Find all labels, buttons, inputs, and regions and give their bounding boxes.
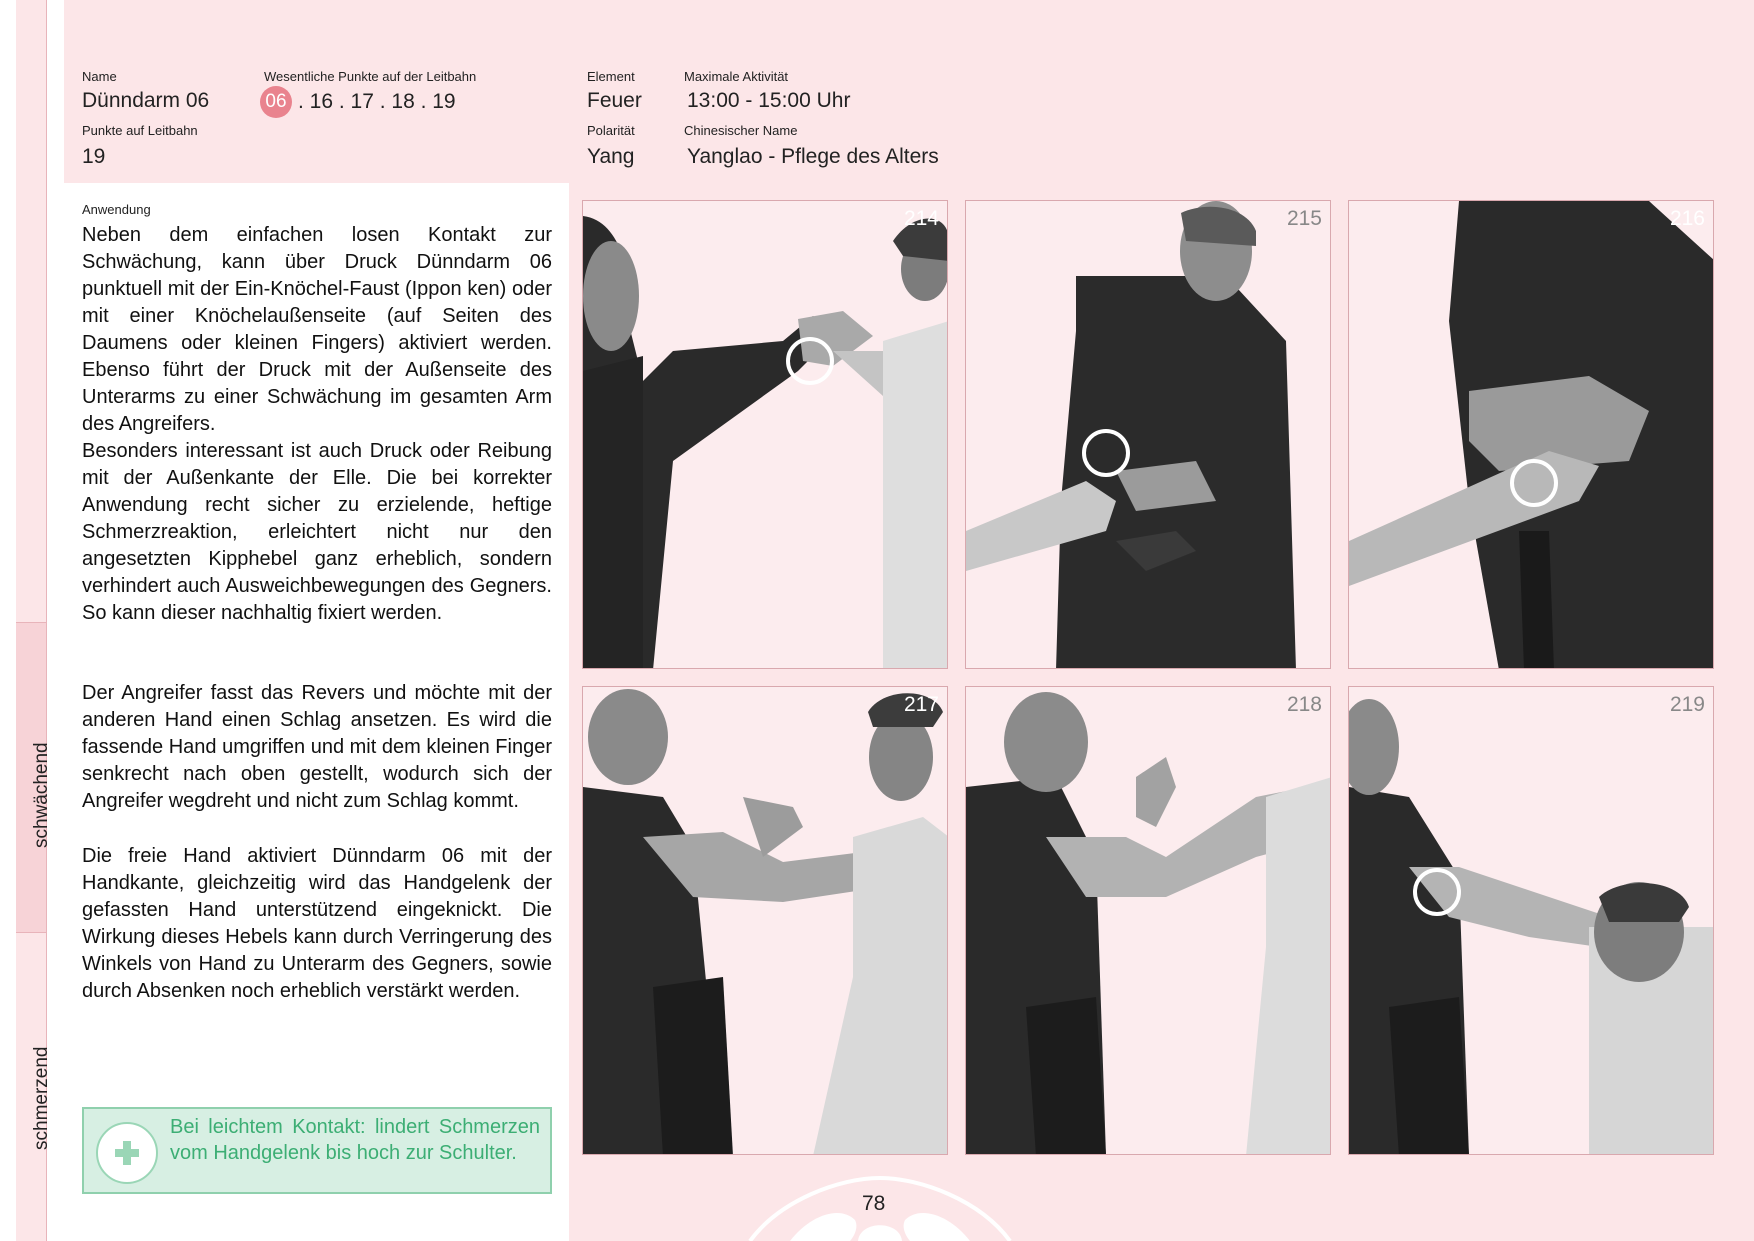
- name-label: Name: [82, 69, 117, 84]
- application-paragraph-2: Besonders interessant ist auch Druck oder Reibung mit der Außenkante der Elle. Die bei korrekter Anwendung recht sicher zu erzielende, heftige Schmerzreaktion, erleichtert nicht nur den angesetzten Kipphebel ganz erheblich, sondern verhindert auch Ausweichbewegungen des Gegners. So kann dieser nachhaltig fixiert werden.: [82, 440, 552, 624]
- page-number: 78: [862, 1192, 886, 1215]
- tab-schwaechend-label: schwächend: [31, 742, 52, 848]
- photo-217-illustration: [583, 687, 948, 1155]
- photo-215: [965, 200, 1331, 669]
- photo-217: [582, 686, 948, 1155]
- photo-219: [1348, 686, 1714, 1155]
- medical-cross-icon: [96, 1122, 158, 1184]
- chinese-name-value: Yanglao - Pflege des Alters: [687, 145, 939, 168]
- element-value: Feuer: [587, 89, 642, 112]
- highlighted-point-badge: 06: [260, 86, 292, 118]
- photo-218-illustration: [966, 687, 1331, 1155]
- healing-note-box: [82, 1107, 552, 1194]
- application-paragraph-3: Der Angreifer fasst das Revers und möchte mit der anderen Hand einen Schlag ansetzen. Es wird die fassende Hand umgriffen und mit dem kleinen Finger senkrecht nach oben gestellt, wodurch sich der Angreifer wegdreht und nicht zum Schlag kommt.: [82, 682, 552, 812]
- meridian-point-header: [64, 0, 1754, 183]
- application-label: Anwendung: [82, 202, 151, 217]
- polarity-value: Yang: [587, 145, 635, 168]
- polarity-label: Polarität: [587, 123, 635, 138]
- application-paragraph-1: Neben dem einfachen losen Kontakt zur Schwächung, kann über Druck Dünndarm 06 punktuell mit der Ein-Knöchel-Faust (Ippon ken) oder mit einer Knöchelaußenseite (auf Seiten des Daumens oder kleinen Fingers) aktiviert werden. Ebenso führt der Druck mit der Außenseite des Unterarms zu einer Schwächung im gesamten Arm des Angreifers.: [82, 224, 552, 435]
- application-paragraph-4: Die freie Hand aktiviert Dünndarm 06 mit der Handkante, gleichzeitig wird das Handgelenk der gefassten Hand unterstützend eingeknickt. Die Wirkung dieses Hebels kann durch Verringerung des Winkels von Hand zu Unterarm des Gegners, sowie durch Absenken noch erheblich verstärkt werden.: [82, 845, 552, 1002]
- photo-number: 215: [1286, 207, 1322, 230]
- points-list: [260, 86, 456, 118]
- photo-214-illustration: [583, 201, 948, 669]
- healing-note-text: Bei leichtem Kontakt: lindert Schmerzen vom Handgelenk bis hoch zur Schulter.: [170, 1116, 540, 1164]
- photo-215-illustration: [966, 201, 1331, 669]
- count-label: Punkte auf Leitbahn: [82, 123, 198, 138]
- photo-216: [1348, 200, 1714, 669]
- photo-214: [582, 200, 948, 669]
- name-value: Dünndarm 06: [82, 89, 210, 112]
- photo-number: 219: [1669, 693, 1705, 716]
- activity-value: 13:00 - 15:00 Uhr: [687, 89, 851, 112]
- points-label: Wesentliche Punkte auf der Leitbahn: [264, 69, 477, 84]
- photo-number: 216: [1669, 207, 1705, 230]
- photo-number: 214: [903, 207, 939, 230]
- photo-218: [965, 686, 1331, 1155]
- count-value: 19: [82, 145, 106, 168]
- photo-219-illustration: [1349, 687, 1714, 1155]
- tab-schmerzend-label: schmerzend: [31, 1046, 52, 1150]
- other-points: . 16 . 17 . 18 . 19: [298, 90, 456, 113]
- photo-number: 218: [1286, 693, 1322, 716]
- activity-label: Maximale Aktivität: [684, 69, 789, 84]
- photo-216-illustration: [1349, 201, 1714, 669]
- chinese-name-label: Chinesischer Name: [684, 123, 798, 138]
- photo-number: 217: [903, 693, 939, 716]
- element-label: Element: [587, 69, 635, 84]
